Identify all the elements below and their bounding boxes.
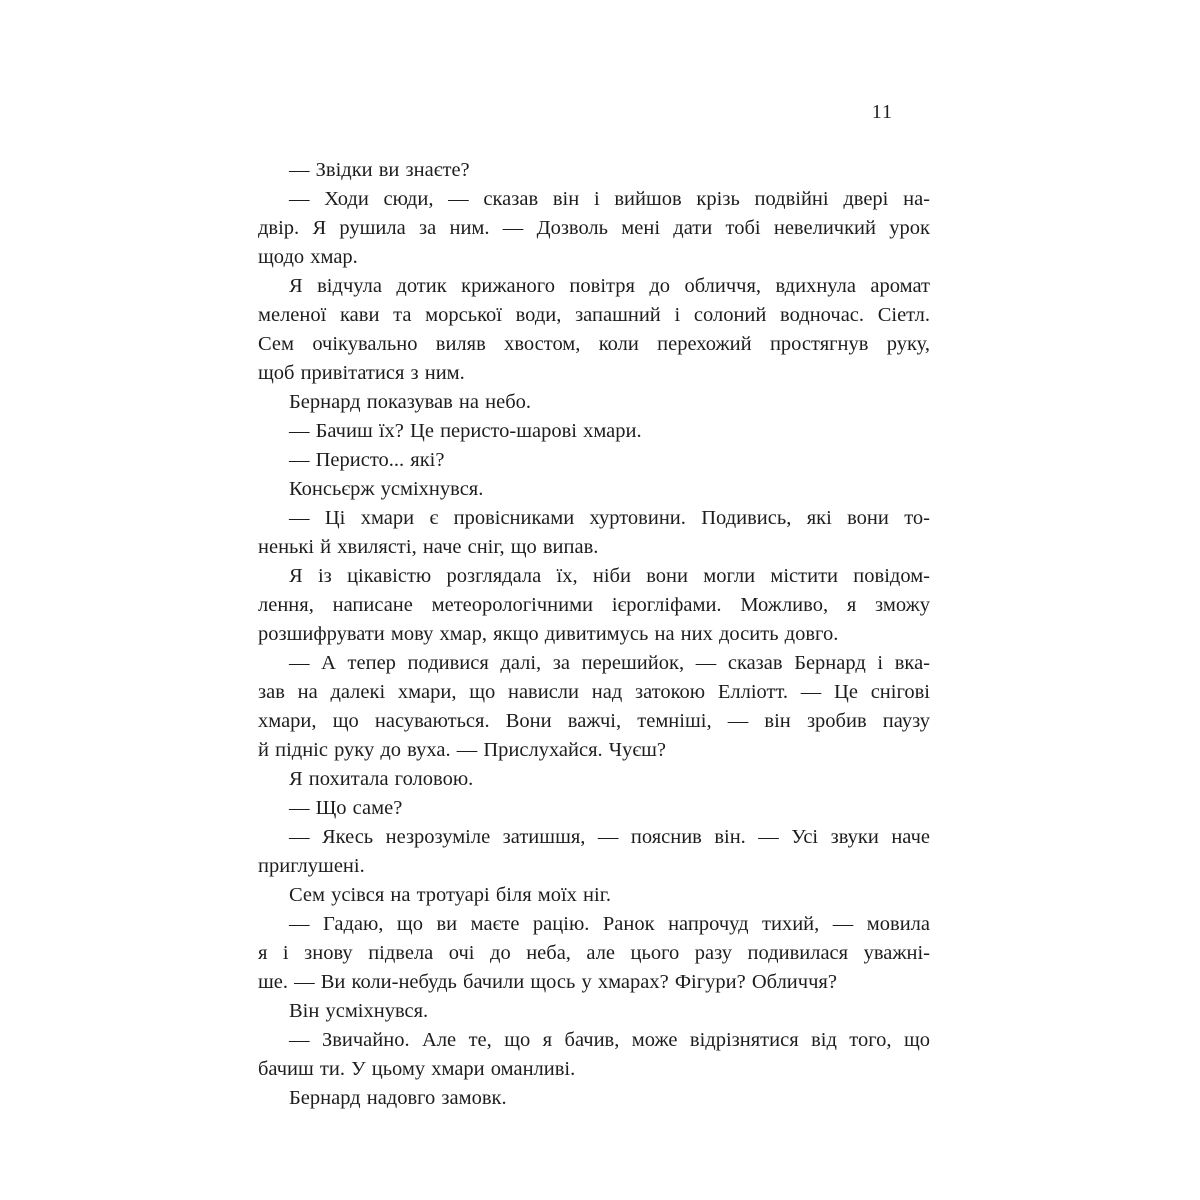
text-line: — Якесь незрозуміле затишшя, — пояснив він. — Усі звуки наче: [289, 826, 930, 848]
text-line: розшифрувати мову хмар, якщо дивитимусь на них досить довго.: [258, 623, 839, 645]
text-line: ненькі й хвилясті, наче сніг, що випав.: [258, 536, 599, 558]
text-line: — Ходи сюди, — сказав він і вийшов крізь подвійні двері на-: [289, 188, 930, 210]
text-line: щодо хмар.: [258, 246, 358, 268]
text-line: — Що саме?: [289, 797, 403, 819]
text-line: Сем усівся на тротуарі біля моїх ніг.: [289, 884, 611, 906]
text-line: зав на далекі хмари, що нависли над затокою Елліотт. — Це снігові: [258, 681, 930, 703]
text-line: я і знову підвела очі до неба, але цього разу подивилася уважні-: [258, 942, 930, 964]
text-line: Бернард надовго замовк.: [289, 1087, 507, 1109]
text-line: бачиш ти. У цьому хмари оманливі.: [258, 1058, 576, 1080]
text-line: — Гадаю, що ви маєте рацію. Ранок напрочуд тихий, — мовила: [289, 913, 930, 935]
text-line: щоб привітатися з ним.: [258, 362, 465, 384]
text-line: — Бачиш їх? Це перисто-шарові хмари.: [289, 420, 642, 442]
text-line: Він усміхнувся.: [289, 1000, 429, 1022]
text-line: меленої кави та морської води, запашний і солоний водночас. Сіетл.: [258, 304, 930, 326]
text-line: — Звичайно. Але те, що я бачив, може відрізнятися від того, що: [289, 1029, 930, 1051]
text-line: Сем очікувально виляв хвостом, коли перехожий простягнув руку,: [258, 333, 930, 355]
text-line: ше. — Ви коли-небудь бачили щось у хмарах? Фігури? Обличчя?: [258, 971, 837, 993]
text-line: приглушені.: [258, 855, 365, 877]
text-line: лення, написане метеорологічними ієрогліфами. Можливо, я зможу: [258, 594, 930, 616]
text-line: Бернард показував на небо.: [289, 391, 531, 413]
page-text-block: [258, 156, 930, 1113]
text-line: — Звідки ви знаєте?: [289, 159, 470, 181]
text-line: Я похитала головою.: [289, 768, 474, 790]
page-number: 11: [871, 101, 893, 123]
text-line: й підніс руку до вуха. — Прислухайся. Чуєш?: [258, 739, 667, 761]
text-line: Консьєрж усміхнувся.: [289, 478, 484, 500]
text-line: Я із цікавістю розглядала їх, ніби вони могли містити повідом-: [289, 565, 930, 587]
text-line: — Перисто... які?: [289, 449, 445, 471]
text-line: — Ці хмари є провісниками хуртовини. Подивись, які вони то-: [289, 507, 930, 529]
text-line: Я відчула дотик крижаного повітря до обличчя, вдихнула аромат: [289, 275, 930, 297]
text-line: — А тепер подивися далі, за перешийок, — сказав Бернард і вка-: [289, 652, 930, 674]
text-line: двір. Я рушила за ним. — Дозволь мені дати тобі невеличкий урок: [258, 217, 930, 239]
text-line: хмари, що насуваються. Вони важчі, темніші, — він зробив паузу: [258, 710, 930, 732]
